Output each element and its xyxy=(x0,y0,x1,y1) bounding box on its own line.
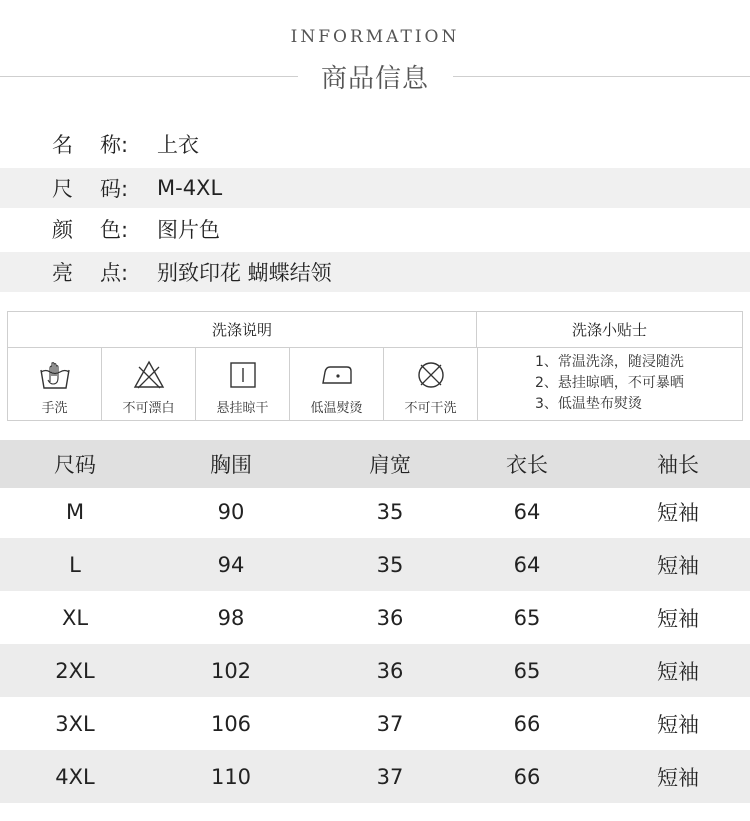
size-cell: 36 xyxy=(376,658,404,683)
size-header-cell: 袖长 xyxy=(657,453,699,477)
size-cell: M xyxy=(65,499,85,524)
size-header-cell: 胸围 xyxy=(210,453,252,477)
size-table-row xyxy=(0,697,750,750)
size-table-header xyxy=(0,440,750,488)
care-label: 悬挂晾干 xyxy=(216,401,269,416)
size-cell: 短袖 xyxy=(657,553,699,578)
info-key-char: 颜 xyxy=(52,218,73,242)
size-cell: 98 xyxy=(217,605,245,630)
info-key-char: 亮 xyxy=(52,261,73,285)
size-header-cell: 尺码 xyxy=(54,453,96,477)
care-label: 不可漂白 xyxy=(122,401,175,416)
size-header-cell: 衣长 xyxy=(506,453,548,477)
care-heading-instructions: 洗涤说明 xyxy=(8,312,477,348)
info-value: 上衣 xyxy=(157,133,199,157)
info-key-char: 码: xyxy=(100,177,129,201)
size-cell: 短袖 xyxy=(657,712,699,737)
size-cell: 102 xyxy=(210,658,252,683)
no-bleach-icon xyxy=(132,358,166,392)
care-tips-list xyxy=(477,348,742,420)
size-table-row xyxy=(0,538,750,591)
size-cell: 65 xyxy=(513,658,541,683)
size-table-row xyxy=(0,750,750,803)
care-table xyxy=(7,311,743,421)
hang-dry-icon xyxy=(226,358,260,392)
size-cell: 短袖 xyxy=(657,765,699,790)
care-heading-tips: 洗涤小贴士 xyxy=(477,312,742,348)
info-value: M-4XL xyxy=(157,176,223,200)
info-value: 图片色 xyxy=(157,218,220,242)
care-item-no-bleach xyxy=(102,348,196,420)
care-item-hang-dry xyxy=(196,348,290,420)
info-row-color xyxy=(0,209,750,249)
care-tip: 1、常温洗涤，随浸随洗 xyxy=(535,354,684,370)
size-table-row xyxy=(0,485,750,538)
size-cell: 4XL xyxy=(55,764,95,789)
info-row-highlight xyxy=(0,252,750,292)
low-iron-icon xyxy=(320,358,354,392)
size-cell: 37 xyxy=(376,764,404,789)
size-cell: 66 xyxy=(513,764,541,789)
size-cell: 36 xyxy=(376,605,404,630)
size-cell: 3XL xyxy=(55,711,95,736)
care-label: 低温熨烫 xyxy=(310,401,363,416)
size-cell: 66 xyxy=(513,711,541,736)
size-cell: 90 xyxy=(217,499,245,524)
info-key-char: 称: xyxy=(100,133,129,157)
header-title-cn: 商品信息 xyxy=(320,64,429,94)
care-label: 不可干洗 xyxy=(404,401,457,416)
care-label: 手洗 xyxy=(41,401,68,416)
size-cell: 短袖 xyxy=(657,606,699,631)
size-table-row xyxy=(0,591,750,644)
info-key-char: 尺 xyxy=(52,177,73,201)
info-key-char: 点: xyxy=(100,261,129,285)
size-cell: XL xyxy=(61,605,89,630)
info-row-size xyxy=(0,168,750,208)
size-cell: 短袖 xyxy=(657,500,699,525)
size-cell: 106 xyxy=(210,711,252,736)
size-cell: 35 xyxy=(376,499,404,524)
care-item-no-dry-clean xyxy=(384,348,478,420)
care-tip: 2、悬挂晾晒，不可暴晒 xyxy=(535,375,684,391)
care-item-hand-wash xyxy=(8,348,102,420)
size-cell: 65 xyxy=(513,605,541,630)
size-cell: 37 xyxy=(376,711,404,736)
size-cell: L xyxy=(69,552,81,577)
info-row-name xyxy=(0,124,750,164)
size-header-cell: 肩宽 xyxy=(369,453,411,477)
size-cell: 64 xyxy=(513,499,541,524)
size-cell: 94 xyxy=(217,552,245,577)
care-item-low-iron xyxy=(290,348,384,420)
info-value: 别致印花 蝴蝶结领 xyxy=(157,261,332,285)
info-key-char: 色: xyxy=(100,218,129,242)
no-dry-clean-icon xyxy=(414,358,448,392)
care-tip: 3、低温垫布熨烫 xyxy=(535,396,642,412)
size-cell: 短袖 xyxy=(657,659,699,684)
info-key-char: 名 xyxy=(52,133,73,157)
size-cell: 110 xyxy=(210,764,252,789)
hand-wash-icon xyxy=(38,358,72,392)
size-cell: 35 xyxy=(376,552,404,577)
header-title-en: INFORMATION xyxy=(290,27,460,47)
size-table-row xyxy=(0,644,750,697)
size-cell: 64 xyxy=(513,552,541,577)
size-cell: 2XL xyxy=(55,658,95,683)
